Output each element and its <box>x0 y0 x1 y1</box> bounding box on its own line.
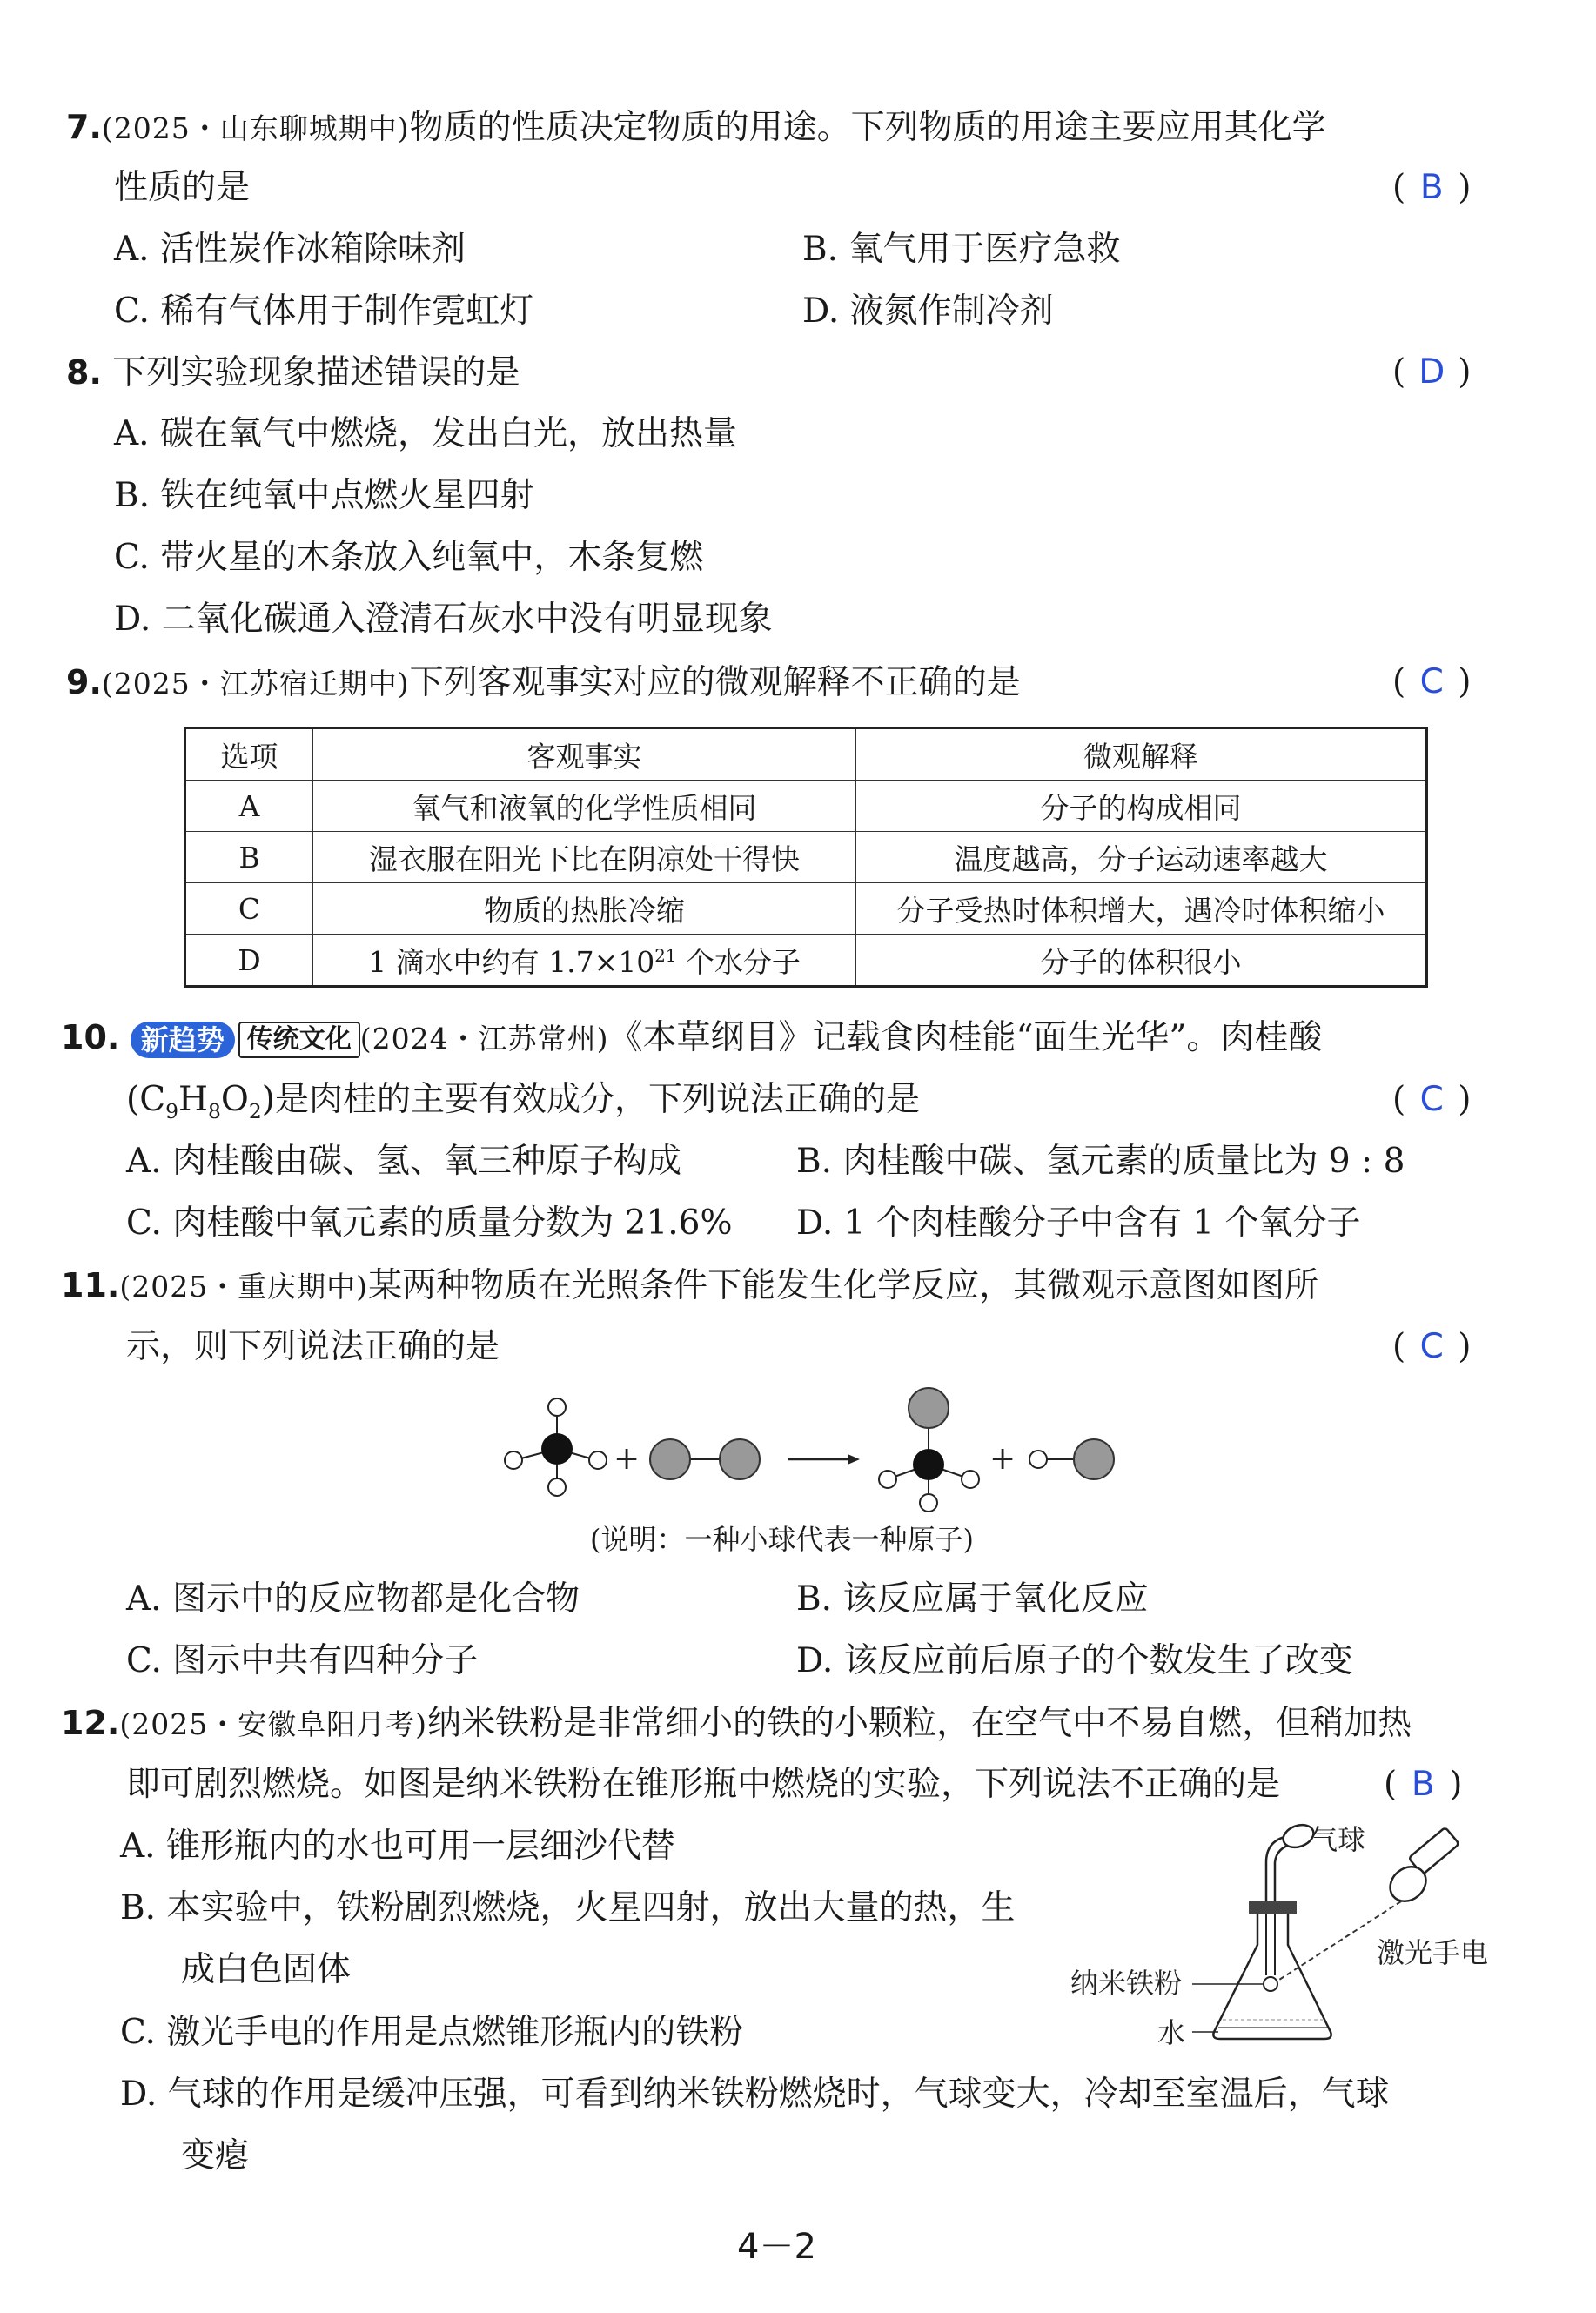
q7-option-c: C. 稀有气体用于制作霓虹灯 <box>114 292 534 331</box>
q12-stem-line1 <box>61 1699 1412 1749</box>
formula-h: H <box>178 1080 208 1119</box>
q12-source: (2025・安徽阜阳月考) <box>119 1707 428 1741</box>
fact-text-pre: 1 滴水中约有 1.7×10 <box>368 944 655 979</box>
table-header-row <box>185 728 1427 781</box>
q11-option-b: B. 该反应属于氧化反应 <box>796 1579 1149 1619</box>
q11-option-c: C. 图示中共有四种分子 <box>126 1641 479 1680</box>
q8-stem-text: 下列实验现象描述错误的是 <box>112 353 520 392</box>
q11-stem-line1 <box>61 1261 1318 1311</box>
q7-answer: ( B ) <box>1392 164 1471 212</box>
q12-answer-letter: B <box>1411 1765 1435 1804</box>
table-cell-option: D <box>185 935 313 987</box>
q11-stem1: 某两种物质在光照条件下能发生化学反应，其微观示意图如图所 <box>368 1266 1319 1305</box>
q8-answer: ( D ) <box>1392 348 1471 397</box>
q10-answer: ( C ) <box>1392 1076 1471 1124</box>
q10-option-d: D. 1 个肉桂酸分子中含有 1 个氧分子 <box>796 1203 1361 1243</box>
q12-option-b-line2: 成白色固体 <box>181 1950 352 1989</box>
tube-icon <box>1266 1862 1275 1975</box>
q12-stem1: 纳米铁粉是非常细小的铁的小颗粒，在空气中不易自燃，但稍加热 <box>427 1704 1412 1743</box>
table-cell-explain: 分子受热时体积增大，遇冷时体积缩小 <box>856 883 1427 935</box>
reactant-molecule-1 <box>505 1398 607 1496</box>
iron-label: 纳米铁粉 <box>1070 1967 1183 2000</box>
q8-option-b: B. 铁在纯氧中点燃火星四射 <box>114 476 534 515</box>
q11-stem-line2: 示，则下列说法正确的是 <box>126 1327 500 1366</box>
q7-option-b: B. 氧气用于医疗急救 <box>802 230 1121 269</box>
apparatus-figure <box>1070 1814 1558 2058</box>
table-cell-fact: 氧气和液氧的化学性质相同 <box>313 781 856 832</box>
q7-option-d: D. 液氮作制冷剂 <box>802 292 1054 331</box>
q7-stem-line1 <box>66 103 1326 153</box>
q10-stem2: )是肉桂的主要有效成分，下列说法正确的是 <box>261 1080 920 1119</box>
fact-text-post: 个水分子 <box>676 944 801 979</box>
q9-source: (2025・江苏宿迁期中) <box>101 667 410 701</box>
q10-stem-line1 <box>61 1013 1322 1063</box>
q7-number: 7. <box>66 108 102 146</box>
iron-powder-dish <box>1264 1977 1277 1991</box>
q9-facts-table <box>184 727 1428 988</box>
formula-sub-h: 8 <box>207 1098 221 1123</box>
table-row <box>185 883 1427 935</box>
balloon-label: 气球 <box>1310 1823 1366 1856</box>
q8-option-c: C. 带火星的木条放入纯氧中，木条复燃 <box>114 538 704 577</box>
reaction-arrow <box>788 1454 860 1465</box>
q8-option-a: A. 碳在氧气中燃烧，发出白光，放出热量 <box>114 414 737 453</box>
q9-answer: ( C ) <box>1392 658 1471 707</box>
q12-stem-line2: 即可剧烈燃烧。如图是纳米铁粉在锥形瓶中燃烧的实验，下列说法不正确的是 <box>126 1765 1281 1804</box>
q10-stem1: 《本草纲目》记载食肉桂能“面生光华”。肉桂酸 <box>608 1018 1323 1057</box>
q10-source: (2024・江苏常州) <box>359 1022 609 1056</box>
table-row <box>185 832 1427 883</box>
table-cell-explain: 温度越高，分子运动速率越大 <box>856 832 1427 883</box>
trend-tag: 新趋势 <box>131 1022 235 1058</box>
q9-answer-letter: C <box>1419 662 1444 701</box>
q9-number: 9. <box>66 663 102 701</box>
formula-sub-o: 2 <box>248 1098 262 1123</box>
reaction-diagram <box>496 1384 1123 1532</box>
q11-answer-letter: C <box>1419 1327 1444 1366</box>
q12-answer: ( B ) <box>1384 1760 1462 1809</box>
formula-open: (C <box>126 1080 166 1119</box>
q10-answer-letter: C <box>1419 1080 1444 1119</box>
q10-number: 10. <box>61 1018 120 1056</box>
page-number: 4－2 <box>737 2227 816 2267</box>
formula-sub-c: 9 <box>165 1098 178 1123</box>
q8-number: 8. <box>66 353 102 392</box>
q7-stem-line2: 性质的是 <box>114 168 251 207</box>
q11-option-a: A. 图示中的反应物都是化合物 <box>126 1579 580 1619</box>
table-row <box>185 781 1427 832</box>
q8-answer-letter: D <box>1418 352 1445 392</box>
product-molecule-2 <box>1029 1439 1114 1479</box>
formula-o: O <box>220 1080 249 1119</box>
q8-stem <box>66 348 520 398</box>
table-cell-fact: 湿衣服在阳光下比在阴凉处干得快 <box>313 832 856 883</box>
table-cell-fact: 物质的热胀冷缩 <box>313 883 856 935</box>
q12-number: 12. <box>61 1704 120 1742</box>
q11-number: 11. <box>61 1266 120 1304</box>
q12-option-b-line1: B. 本实验中，铁粉剧烈燃烧，火星四射，放出大量的热，生 <box>120 1888 1016 1928</box>
q9-stem <box>66 658 1021 708</box>
diagram-caption: (说明：一种小球代表一种原子) <box>590 1523 974 1556</box>
q7-answer-letter: B <box>1419 168 1444 207</box>
table-header-fact: 客观事实 <box>313 728 856 781</box>
q11-answer: ( C ) <box>1392 1323 1471 1371</box>
q9-stem-text: 下列客观事实对应的微观解释不正确的是 <box>409 663 1021 702</box>
plus-sign: + <box>989 1441 1016 1477</box>
q10-option-c: C. 肉桂酸中氧元素的质量分数为 21.6% <box>126 1203 733 1243</box>
table-header-explain: 微观解释 <box>856 728 1427 781</box>
laser-label: 激光手电 <box>1377 1936 1489 1969</box>
table-cell-explain: 分子的体积很小 <box>856 935 1427 987</box>
q12-option-c: C. 激光手电的作用是点燃锥形瓶内的铁粉 <box>120 2013 744 2052</box>
table-cell-explain: 分子的构成相同 <box>856 781 1427 832</box>
fact-exponent: 21 <box>654 945 677 966</box>
q12-option-d-line2: 变瘪 <box>181 2136 250 2176</box>
culture-tag: 传统文化 <box>238 1022 360 1058</box>
q7-source: (2025・山东聊城期中) <box>101 111 410 145</box>
table-cell-option: C <box>185 883 313 935</box>
q12-option-a: A. 锥形瓶内的水也可用一层细沙代替 <box>120 1827 675 1866</box>
table-header-option: 选项 <box>185 728 313 781</box>
q8-option-d: D. 二氧化碳通入澄清石灰水中没有明显现象 <box>114 600 773 639</box>
q12-option-d-line1: D. 气球的作用是缓冲压强，可看到纳米铁粉燃烧时，气球变大，冷却至室温后，气球 <box>120 2075 1390 2114</box>
q10-stem-line2 <box>126 1076 920 1136</box>
table-row <box>185 935 1427 987</box>
product-molecule-1 <box>879 1388 979 1512</box>
q11-option-d: D. 该反应前后原子的个数发生了改变 <box>796 1641 1353 1680</box>
q10-option-b: B. 肉桂酸中碳、氢元素的质量比为 9 : 8 <box>796 1142 1405 1181</box>
table-cell-fact <box>313 935 856 987</box>
water-label: 水 <box>1157 2016 1186 2049</box>
table-cell-option: B <box>185 832 313 883</box>
q7-option-a: A. 活性炭作冰箱除味剂 <box>114 230 466 269</box>
q11-source: (2025・重庆期中) <box>119 1270 369 1304</box>
plus-sign: + <box>614 1441 640 1477</box>
table-cell-option: A <box>185 781 313 832</box>
reactant-molecule-2 <box>650 1439 760 1479</box>
q7-stem1: 物质的性质决定物质的用途。下列物质的用途主要应用其化学 <box>409 108 1326 147</box>
q10-option-a: A. 肉桂酸由碳、氢、氧三种原子构成 <box>126 1142 681 1181</box>
flask-icon <box>1213 1901 1331 2039</box>
